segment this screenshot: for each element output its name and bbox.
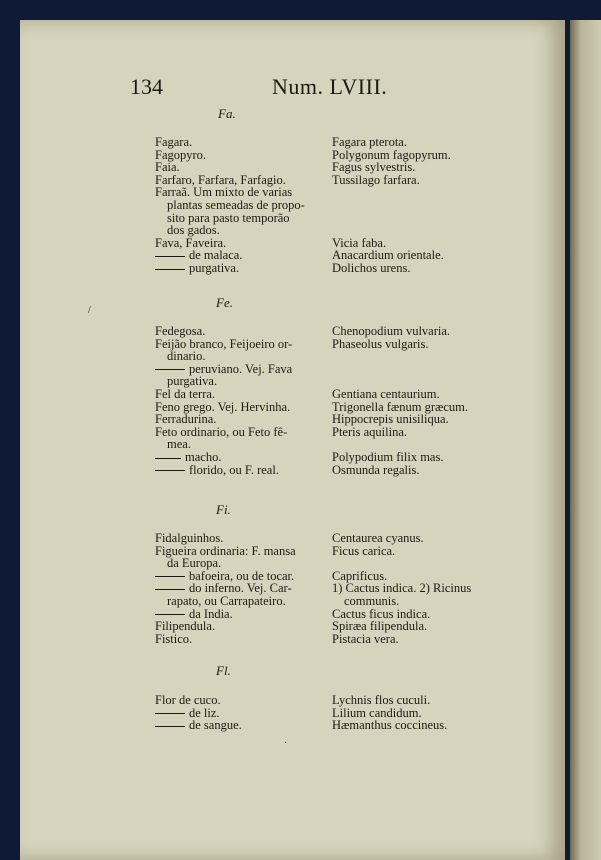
- ditto-entry: de sangue.: [155, 719, 242, 732]
- entry-text: Fel da terra.: [155, 386, 216, 401]
- latin-name: Fagara pterota.: [332, 135, 407, 149]
- fi-latin-column: [332, 532, 471, 645]
- running-header: [130, 74, 460, 104]
- ditto-rule: [155, 369, 185, 370]
- entry-text: Fagara.: [155, 135, 193, 149]
- margin-mark: /: [88, 305, 91, 316]
- ditto-entry: purgativa.: [155, 262, 305, 275]
- entry-text: Feto ordinario, ou Feto fê-: [155, 424, 288, 439]
- ditto-rule: [155, 614, 185, 615]
- fl-latin-column: [332, 694, 447, 732]
- entry-text: Fistico.: [155, 631, 193, 646]
- ditto-entry: de liz.: [155, 707, 242, 720]
- latin-name: Hæmanthus coccineus.: [332, 718, 448, 733]
- facing-page-edge: [570, 20, 601, 860]
- spacer: [332, 224, 451, 237]
- latin-name: Gentiana centaurium.: [332, 386, 440, 401]
- entry-text: dinario.: [167, 349, 206, 364]
- entry-text: rapato, ou Carrapateiro.: [167, 593, 286, 608]
- latin-name: Chenopodium vulvaria.: [332, 324, 451, 338]
- ditto-rule: [155, 470, 185, 471]
- ditto-entry: de malaca.: [155, 249, 305, 262]
- latin-name: Anacardium orientale.: [332, 248, 444, 263]
- latin-name: Pistacia vera.: [332, 631, 399, 646]
- latin-name: Cactus ficus indica.: [332, 606, 431, 621]
- latin-name: Lychnis flos cuculi.: [332, 693, 431, 707]
- entry-text: sito para pasto temporão: [167, 210, 290, 225]
- fl-vernacular-column: [155, 694, 242, 732]
- entry-text: purgativa.: [167, 374, 218, 389]
- spacer: [332, 557, 471, 570]
- entry-text: Filipendula.: [155, 619, 216, 634]
- spacer: [332, 199, 451, 212]
- entry-text: Faia.: [155, 160, 180, 175]
- ditto-rule: [155, 256, 185, 257]
- ditto-rule: [155, 576, 185, 577]
- ditto-entry: macho.: [155, 451, 292, 464]
- ditto-entry: peruviano. Vej. Fava: [155, 363, 292, 376]
- latin-name: Tussilago farfara.: [332, 172, 420, 187]
- section-heading-fa: Fa.: [218, 106, 236, 121]
- running-title: Num. LVIII.: [272, 74, 388, 99]
- spacer: [332, 350, 468, 363]
- entry-text: da Europa.: [167, 556, 222, 571]
- latin-name: Pteris aquilina.: [332, 424, 407, 439]
- entry-text: Fava, Faveira.: [155, 235, 227, 250]
- ditto-rule: [155, 269, 185, 270]
- latin-name: Centaurea cyanus.: [332, 531, 424, 545]
- entry-text: Farfaro, Farfara, Farfagio.: [155, 172, 286, 187]
- entry-text: Fidalguinhos.: [155, 531, 224, 545]
- entry-text: Flor de cuco.: [155, 693, 221, 707]
- latin-name: Spiræa filipendula.: [332, 619, 428, 634]
- latin-name: Dolichos urens.: [332, 260, 411, 275]
- latin-name: Hippocrepis unisiliqua.: [332, 412, 449, 427]
- section-heading-fe: Fe.: [216, 295, 233, 310]
- spacer: [332, 186, 451, 199]
- fe-vernacular-column: [155, 325, 292, 476]
- page-number: 134: [130, 74, 163, 99]
- entry-text: Feijão branco, Feijoeiro or-: [155, 336, 293, 351]
- entry-text: Farraã. Um mixto de varias: [155, 185, 293, 200]
- fe-latin-column: [332, 325, 468, 476]
- fa-latin-column: [332, 136, 451, 275]
- latin-name: Vicia faba.: [332, 235, 387, 250]
- entry-text: Fedegosa.: [155, 324, 206, 338]
- fi-vernacular-column: [155, 532, 296, 645]
- latin-name: Trigonella fænum græcum.: [332, 399, 468, 414]
- entry-text: Ferradurina.: [155, 412, 217, 427]
- ditto-rule: [155, 713, 185, 714]
- spacer: [332, 363, 468, 376]
- latin-name: Polypodium filix mas.: [332, 449, 444, 464]
- entry-text: plantas semeadas de propo-: [167, 197, 305, 212]
- latin-name: Ficus carica.: [332, 543, 396, 558]
- entry-text: Figueira ordinaria: F. mansa: [155, 543, 296, 558]
- latin-name: communis.: [344, 593, 400, 608]
- latin-name: Phaseolus vulgaris.: [332, 336, 429, 351]
- ditto-rule: [155, 458, 181, 459]
- section-heading-fi: Fi.: [216, 502, 231, 517]
- fa-vernacular-column: [155, 136, 305, 275]
- ditto-entry: bafoeira, ou de tocar.: [155, 570, 296, 583]
- ditto-entry: da India.: [155, 608, 296, 621]
- ditto-rule: [155, 726, 185, 727]
- ditto-entry: do inferno. Vej. Car-: [155, 582, 296, 595]
- spacer: [332, 212, 451, 225]
- latin-name: Polygonum fagopyrum.: [332, 147, 451, 162]
- entry-text: Feno grego. Vej. Hervinha.: [155, 399, 291, 414]
- latin-name: Caprificus.: [332, 568, 388, 583]
- section-heading-fl: Fl.: [216, 663, 231, 678]
- margin-mark: ·: [284, 738, 288, 749]
- latin-name: Fagus sylvestris.: [332, 160, 416, 175]
- entry-text: mea.: [167, 437, 191, 452]
- latin-name: Osmunda regalis.: [332, 462, 420, 477]
- latin-name: Lilium candidum.: [332, 705, 422, 720]
- entry-text: dos gados.: [167, 223, 220, 238]
- ditto-entry: florido, ou F. real.: [155, 464, 292, 477]
- ditto-rule: [155, 589, 185, 590]
- latin-name: 1) Cactus indica. 2) Ricinus: [332, 581, 472, 596]
- entry-text: Fagopyro.: [155, 147, 207, 162]
